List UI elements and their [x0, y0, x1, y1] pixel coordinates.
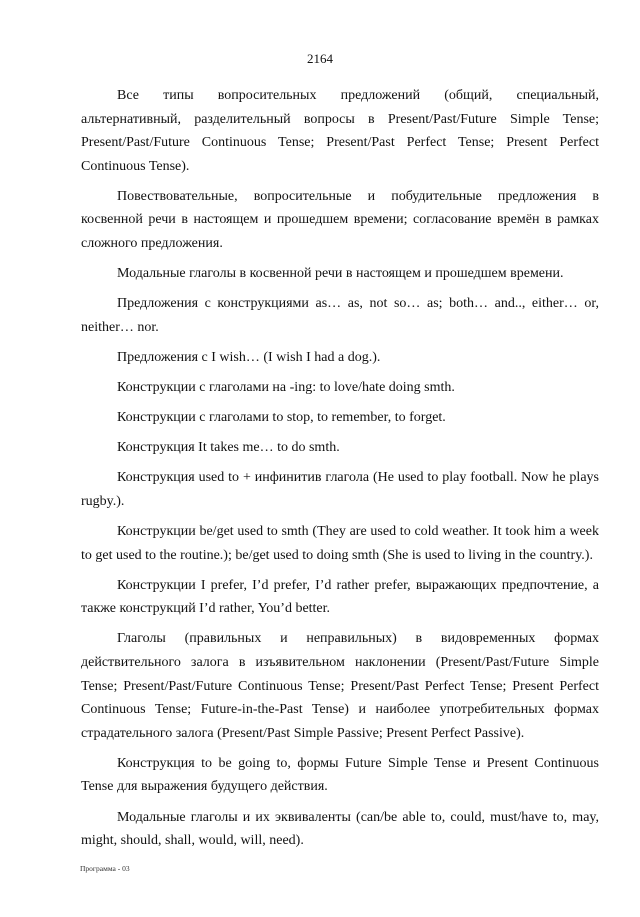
paragraph-verb-tenses: Глаголы (правильных и неправильных) в видовременных формах действительного залога в изъявительном наклонении (Present/Past/Future Simple Tense; Present/Past/Future Continuous Tense; Present/Past Perfect Tense; Present Perfect Continuous Tense; Future-in-the-Past Tense) и наиболее употребительных формах страдательного залога (Present/Past Simple Passive; Present Perfect Passive).	[81, 631, 599, 741]
page-footer: Программа - 03	[80, 864, 130, 873]
paragraph-it-takes-me: Конструкция It takes me… to do smth.	[117, 440, 340, 456]
paragraph-used-to: Конструкция used to + инфинитив глагола (He used to play football. Now he plays rugby.).	[81, 470, 599, 509]
paragraph-modal-equivalents: Модальные глаголы и их эквиваленты (can/be able to, could, must/have to, may, might, should, shall, would, will, need).	[81, 809, 599, 849]
paragraph-correlative-constructions: Предложения с конструкциями as… as, not so… as; both… and.., either… or, neither… nor.	[81, 296, 599, 335]
paragraph-reported-speech: Повествовательные, вопросительные и побудительные предложения в косвенной речи в настоящем и прошедшем времени; согласование времён в рамках сложного предложения.	[81, 188, 599, 252]
paragraph-future-action: Конструкция to be going to, формы Future Simple Tense и Present Continuous Tense для выражения будущего действия.	[81, 755, 599, 795]
page-number: 2164	[307, 51, 333, 66]
paragraph-i-wish: Предложения с I wish… (I wish I had a dog.).	[117, 349, 381, 365]
paragraph-modal-verbs-reported: Модальные глаголы в косвенной речи в настоящем и прошедшем времени.	[117, 266, 564, 282]
paragraph-prefer: Конструкции I prefer, I’d prefer, I’d rather prefer, выражающих предпочтение, а также конструкций I’d rather, You’d better.	[81, 577, 599, 617]
paragraph-ing-verbs: Конструкции с глаголами на -ing: to love/hate doing smth.	[117, 380, 455, 396]
paragraph-question-types: Все типы вопросительных предложений (общий, специальный, альтернативный, разделительный вопросы в Present/Past/Future Simple Tense; Present/Past/Future Continuous Tense; Present/Past Perfect Tense; Present Perfect Continuous Tense).	[81, 88, 599, 174]
paragraph-stop-remember-forget: Конструкции с глаголами to stop, to remember, to forget.	[117, 410, 446, 426]
paragraph-be-get-used-to: Конструкции be/get used to smth (They are used to cold weather. It took him a week to get used to the routine.); be/get used to doing smth (She is used to living in the country.).	[81, 524, 599, 563]
page-body	[81, 84, 599, 859]
